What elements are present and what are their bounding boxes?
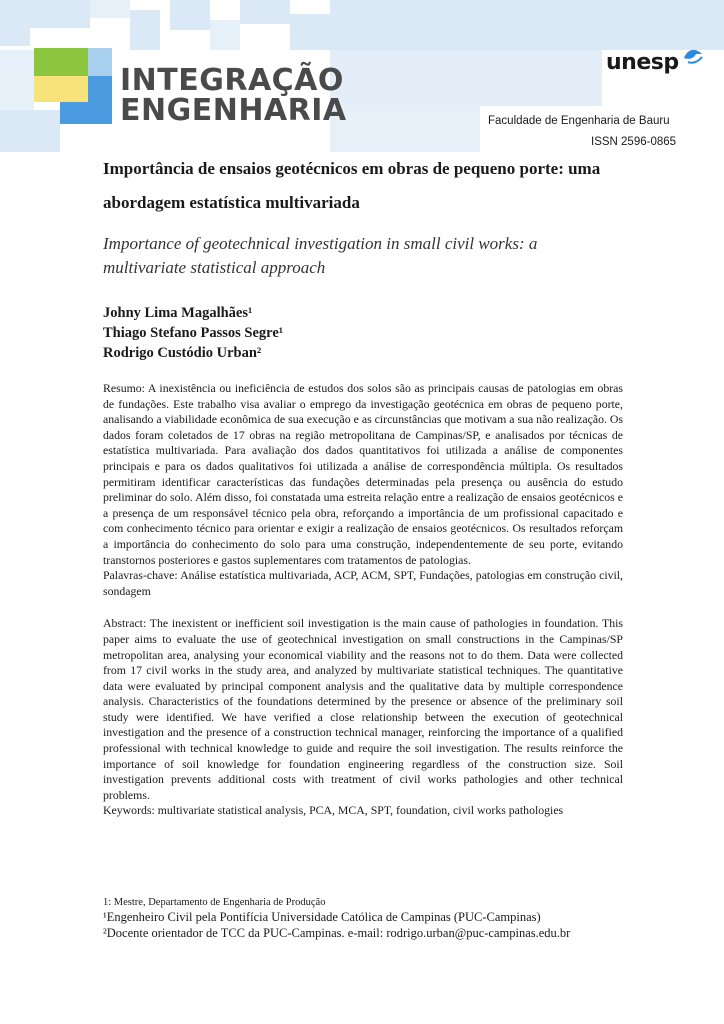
paper-content (103, 152, 623, 819)
header-tile (290, 14, 330, 50)
journal-header-banner (0, 0, 724, 152)
header-tile-blue (60, 102, 88, 124)
university-logo: unesp (606, 50, 679, 75)
header-tile (210, 20, 240, 50)
header-tile-green (34, 48, 88, 76)
author-list (103, 303, 623, 363)
author-name: Johny Lima Magalhães¹ (103, 305, 253, 321)
footnote: 1: Mestre, Departamento de Engenharia de Produção (103, 897, 326, 908)
journal-title-line1: INTEGRAÇÃO (120, 63, 344, 98)
footnote: ²Docente orientador de TCC da PUC-Campinas. e-mail: rodrigo.urban@puc-campinas.edu.br (103, 926, 571, 940)
header-tile-lightblue (88, 48, 112, 76)
header-tile (0, 110, 60, 152)
author-name: Thiago Stefano Passos Segre¹ (103, 325, 284, 341)
header-tile (330, 50, 602, 106)
keywords: Keywords: multivariate statistical analysis, PCA, MCA, SPT, foundation, civil works pathologies (103, 803, 564, 818)
footnotes (103, 896, 623, 941)
header-tile-blue (88, 76, 112, 124)
faculty-name: Faculdade de Engenharia de Bauru (488, 115, 670, 127)
abstract-paragraph: Abstract: The inexistent or inefficient soil investigation is the main cause of pathologies in foundation. This paper aims to evaluate the use of geotechnical investigation on small constructions in the Campinas/SP metropolitan area, analysing your economical viability and the reasons not to do them. Data were collected from 17 civil works in the study area, and analyzed by multivariate statistical techniques. The quantitative data were evaluated by principal component analysis and the qualitative data by multiple correspondence analysis. Characteristics of the foundations determined by the presence or absence of the preliminary soil study were identified. We have verified a close relationship between the execution of geotechnical investigation and the presence of a construction technical manager, reinforcing the importance of a qualified professional with technical knowledge to guide and require the soil investigation. The results reinforce the importance of soil knowledge for foundation engineering regardless of the construction size. Soil investigation prevents additional costs with treatment of civil works pathologies and other technical problems. (103, 616, 623, 802)
header-tile (0, 50, 34, 110)
palavras-chave: Palavras-chave: Análise estatística multivariada, ACP, ACM, SPT, Fundações, patologias em construção civil, sondagem (103, 568, 623, 598)
header-tile (30, 0, 90, 28)
header-tile (240, 0, 290, 24)
paper-title-pt: Importância de ensaios geotécnicos em obras de pequeno porte: uma abordagem estatística multivariada (103, 159, 601, 212)
journal-title (120, 63, 347, 128)
header-tile (90, 0, 130, 18)
journal-title-line2: ENGENHARIA (120, 93, 347, 128)
header-tile (0, 0, 30, 46)
resumo-paragraph: Resumo: A inexistência ou ineficiência de estudos dos solos são as principais causas de patologias em obras de fundações. Este trabalho visa avaliar o emprego da investigação geotécnica em obras de pequeno porte, analisando a viabilidade econômica de sua execução e as circunstâncias que motivam a sua não realização. Os dados foram coletados de 17 obras na região metropolitana de Campinas/SP, e analisados por técnicas de estatística multivariada. Para avaliação dos dados quantitativos foi utilizada a análise de componentes principais e para os dados qualitativos foi utilizada a análise de correspondência múltipla. Os resultados permitiram identificar características das fundações determinadas pela presença ou ausência do estudo preliminar do solo. Além disso, foi constatada uma estreita relação entre a realização de ensaios geotécnicos e a presença de um responsável técnico pela obra, reforçando a importância de um profissional capacitado e com conhecimento técnico para orientar e exigir a realização de ensaios geotécnicos. Os resultados reforçam a importância do conhecimento do solo para uma construção, independentemente de seu porte, evitando transtornos posteriores e gastos suplementares com tratamentos de patologias. (103, 381, 623, 567)
header-tile (330, 106, 480, 152)
footnote: ¹Engenheiro Civil pela Pontifícia Universidade Católica de Campinas (PUC-Campinas) (103, 910, 541, 924)
header-tile (130, 10, 160, 50)
issn-label: ISSN 2596-0865 (591, 136, 677, 148)
unesp-logo-mark-icon (682, 46, 704, 66)
header-tile-yellow (34, 76, 88, 102)
header-tile (170, 0, 210, 30)
paper-title-en: Importance of geotechnical investigation in small civil works: a multivariate statistical approach (103, 234, 538, 277)
header-tile (330, 0, 724, 50)
author-name: Rodrigo Custódio Urban² (103, 345, 262, 361)
